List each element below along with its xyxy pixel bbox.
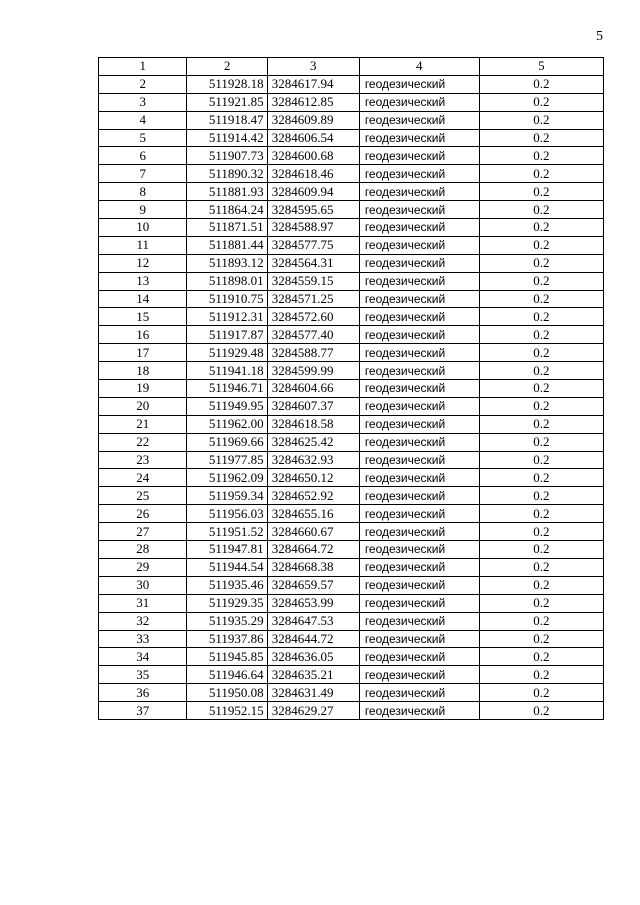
header-cell: 4 bbox=[359, 58, 479, 76]
table-row bbox=[99, 630, 604, 648]
y-coordinate-cell: 3284664.72 bbox=[267, 541, 359, 559]
x-coordinate-cell: 511952.15 bbox=[187, 702, 267, 720]
table-row bbox=[99, 523, 604, 541]
point-number-cell: 13 bbox=[99, 272, 187, 290]
y-coordinate-cell: 3284652.92 bbox=[267, 487, 359, 505]
method-cell: геодезический bbox=[359, 541, 479, 559]
point-number-cell: 20 bbox=[99, 397, 187, 415]
table-row bbox=[99, 290, 604, 308]
x-coordinate-cell: 511941.18 bbox=[187, 362, 267, 380]
method-cell: геодезический bbox=[359, 183, 479, 201]
y-coordinate-cell: 3284609.89 bbox=[267, 111, 359, 129]
y-coordinate-cell: 3284668.38 bbox=[267, 558, 359, 576]
accuracy-cell: 0.2 bbox=[479, 75, 603, 93]
accuracy-cell: 0.2 bbox=[479, 648, 603, 666]
point-number-cell: 18 bbox=[99, 362, 187, 380]
method-cell: геодезический bbox=[359, 684, 479, 702]
x-coordinate-cell: 511910.75 bbox=[187, 290, 267, 308]
x-coordinate-cell: 511956.03 bbox=[187, 505, 267, 523]
table-row bbox=[99, 684, 604, 702]
x-coordinate-cell: 511907.73 bbox=[187, 147, 267, 165]
header-cell: 3 bbox=[267, 58, 359, 76]
y-coordinate-cell: 3284604.66 bbox=[267, 380, 359, 398]
method-cell: геодезический bbox=[359, 666, 479, 684]
method-cell: геодезический bbox=[359, 469, 479, 487]
x-coordinate-cell: 511951.52 bbox=[187, 523, 267, 541]
accuracy-cell: 0.2 bbox=[479, 469, 603, 487]
table-row bbox=[99, 147, 604, 165]
table-row bbox=[99, 93, 604, 111]
table-row bbox=[99, 362, 604, 380]
point-number-cell: 16 bbox=[99, 326, 187, 344]
x-coordinate-cell: 511947.81 bbox=[187, 541, 267, 559]
accuracy-cell: 0.2 bbox=[479, 558, 603, 576]
point-number-cell: 2 bbox=[99, 75, 187, 93]
point-number-cell: 28 bbox=[99, 541, 187, 559]
point-number-cell: 25 bbox=[99, 487, 187, 505]
point-number-cell: 33 bbox=[99, 630, 187, 648]
method-cell: геодезический bbox=[359, 380, 479, 398]
x-coordinate-cell: 511917.87 bbox=[187, 326, 267, 344]
table-row bbox=[99, 254, 604, 272]
y-coordinate-cell: 3284588.77 bbox=[267, 344, 359, 362]
x-coordinate-cell: 511935.29 bbox=[187, 612, 267, 630]
table-row bbox=[99, 594, 604, 612]
accuracy-cell: 0.2 bbox=[479, 433, 603, 451]
method-cell: геодезический bbox=[359, 612, 479, 630]
point-number-cell: 26 bbox=[99, 505, 187, 523]
y-coordinate-cell: 3284625.42 bbox=[267, 433, 359, 451]
page-number: 5 bbox=[596, 29, 603, 44]
x-coordinate-cell: 511921.85 bbox=[187, 93, 267, 111]
point-number-cell: 36 bbox=[99, 684, 187, 702]
point-number-cell: 34 bbox=[99, 648, 187, 666]
method-cell: геодезический bbox=[359, 523, 479, 541]
method-cell: геодезический bbox=[359, 290, 479, 308]
x-coordinate-cell: 511929.48 bbox=[187, 344, 267, 362]
point-number-cell: 32 bbox=[99, 612, 187, 630]
y-coordinate-cell: 3284655.16 bbox=[267, 505, 359, 523]
method-cell: геодезический bbox=[359, 648, 479, 666]
method-cell: геодезический bbox=[359, 344, 479, 362]
table-row bbox=[99, 648, 604, 666]
y-coordinate-cell: 3284653.99 bbox=[267, 594, 359, 612]
table-row bbox=[99, 702, 604, 720]
accuracy-cell: 0.2 bbox=[479, 129, 603, 147]
accuracy-cell: 0.2 bbox=[479, 487, 603, 505]
method-cell: геодезический bbox=[359, 219, 479, 237]
table-body bbox=[99, 75, 604, 719]
method-cell: геодезический bbox=[359, 272, 479, 290]
accuracy-cell: 0.2 bbox=[479, 397, 603, 415]
method-cell: геодезический bbox=[359, 702, 479, 720]
y-coordinate-cell: 3284606.54 bbox=[267, 129, 359, 147]
x-coordinate-cell: 511962.00 bbox=[187, 415, 267, 433]
x-coordinate-cell: 511959.34 bbox=[187, 487, 267, 505]
point-number-cell: 30 bbox=[99, 576, 187, 594]
table-row bbox=[99, 666, 604, 684]
accuracy-cell: 0.2 bbox=[479, 612, 603, 630]
method-cell: геодезический bbox=[359, 433, 479, 451]
table-row bbox=[99, 165, 604, 183]
accuracy-cell: 0.2 bbox=[479, 93, 603, 111]
point-number-cell: 6 bbox=[99, 147, 187, 165]
y-coordinate-cell: 3284595.65 bbox=[267, 201, 359, 219]
method-cell: геодезический bbox=[359, 75, 479, 93]
point-number-cell: 19 bbox=[99, 380, 187, 398]
accuracy-cell: 0.2 bbox=[479, 362, 603, 380]
x-coordinate-cell: 511937.86 bbox=[187, 630, 267, 648]
x-coordinate-cell: 511969.66 bbox=[187, 433, 267, 451]
coordinates-table bbox=[98, 57, 604, 720]
point-number-cell: 37 bbox=[99, 702, 187, 720]
x-coordinate-cell: 511898.01 bbox=[187, 272, 267, 290]
x-coordinate-cell: 511949.95 bbox=[187, 397, 267, 415]
point-number-cell: 24 bbox=[99, 469, 187, 487]
accuracy-cell: 0.2 bbox=[479, 165, 603, 183]
table-row bbox=[99, 433, 604, 451]
accuracy-cell: 0.2 bbox=[479, 451, 603, 469]
accuracy-cell: 0.2 bbox=[479, 183, 603, 201]
y-coordinate-cell: 3284571.25 bbox=[267, 290, 359, 308]
accuracy-cell: 0.2 bbox=[479, 684, 603, 702]
accuracy-cell: 0.2 bbox=[479, 702, 603, 720]
method-cell: геодезический bbox=[359, 576, 479, 594]
point-number-cell: 10 bbox=[99, 219, 187, 237]
accuracy-cell: 0.2 bbox=[479, 505, 603, 523]
point-number-cell: 29 bbox=[99, 558, 187, 576]
point-number-cell: 9 bbox=[99, 201, 187, 219]
method-cell: геодезический bbox=[359, 111, 479, 129]
accuracy-cell: 0.2 bbox=[479, 415, 603, 433]
accuracy-cell: 0.2 bbox=[479, 630, 603, 648]
x-coordinate-cell: 511881.93 bbox=[187, 183, 267, 201]
point-number-cell: 5 bbox=[99, 129, 187, 147]
table-row bbox=[99, 469, 604, 487]
y-coordinate-cell: 3284632.93 bbox=[267, 451, 359, 469]
x-coordinate-cell: 511864.24 bbox=[187, 201, 267, 219]
point-number-cell: 4 bbox=[99, 111, 187, 129]
accuracy-cell: 0.2 bbox=[479, 147, 603, 165]
table-row bbox=[99, 111, 604, 129]
x-coordinate-cell: 511935.46 bbox=[187, 576, 267, 594]
y-coordinate-cell: 3284617.94 bbox=[267, 75, 359, 93]
accuracy-cell: 0.2 bbox=[479, 290, 603, 308]
table-row bbox=[99, 201, 604, 219]
accuracy-cell: 0.2 bbox=[479, 541, 603, 559]
accuracy-cell: 0.2 bbox=[479, 219, 603, 237]
table-row bbox=[99, 558, 604, 576]
y-coordinate-cell: 3284629.27 bbox=[267, 702, 359, 720]
method-cell: геодезический bbox=[359, 594, 479, 612]
y-coordinate-cell: 3284600.68 bbox=[267, 147, 359, 165]
accuracy-cell: 0.2 bbox=[479, 326, 603, 344]
method-cell: геодезический bbox=[359, 254, 479, 272]
y-coordinate-cell: 3284644.72 bbox=[267, 630, 359, 648]
x-coordinate-cell: 511893.12 bbox=[187, 254, 267, 272]
x-coordinate-cell: 511912.31 bbox=[187, 308, 267, 326]
point-number-cell: 3 bbox=[99, 93, 187, 111]
header-cell: 1 bbox=[99, 58, 187, 76]
method-cell: геодезический bbox=[359, 326, 479, 344]
table-row bbox=[99, 344, 604, 362]
accuracy-cell: 0.2 bbox=[479, 254, 603, 272]
header-cell: 5 bbox=[479, 58, 603, 76]
method-cell: геодезический bbox=[359, 308, 479, 326]
point-number-cell: 12 bbox=[99, 254, 187, 272]
x-coordinate-cell: 511914.42 bbox=[187, 129, 267, 147]
x-coordinate-cell: 511871.51 bbox=[187, 219, 267, 237]
method-cell: геодезический bbox=[359, 147, 479, 165]
accuracy-cell: 0.2 bbox=[479, 380, 603, 398]
table-row bbox=[99, 129, 604, 147]
method-cell: геодезический bbox=[359, 630, 479, 648]
point-number-cell: 27 bbox=[99, 523, 187, 541]
table-row bbox=[99, 505, 604, 523]
x-coordinate-cell: 511977.85 bbox=[187, 451, 267, 469]
y-coordinate-cell: 3284660.67 bbox=[267, 523, 359, 541]
accuracy-cell: 0.2 bbox=[479, 111, 603, 129]
point-number-cell: 35 bbox=[99, 666, 187, 684]
x-coordinate-cell: 511944.54 bbox=[187, 558, 267, 576]
y-coordinate-cell: 3284631.49 bbox=[267, 684, 359, 702]
method-cell: геодезический bbox=[359, 415, 479, 433]
method-cell: геодезический bbox=[359, 505, 479, 523]
method-cell: геодезический bbox=[359, 165, 479, 183]
point-number-cell: 21 bbox=[99, 415, 187, 433]
y-coordinate-cell: 3284612.85 bbox=[267, 93, 359, 111]
y-coordinate-cell: 3284577.75 bbox=[267, 236, 359, 254]
point-number-cell: 15 bbox=[99, 308, 187, 326]
y-coordinate-cell: 3284635.21 bbox=[267, 666, 359, 684]
header-cell: 2 bbox=[187, 58, 267, 76]
table-row bbox=[99, 183, 604, 201]
table-row bbox=[99, 576, 604, 594]
method-cell: геодезический bbox=[359, 558, 479, 576]
y-coordinate-cell: 3284636.05 bbox=[267, 648, 359, 666]
method-cell: геодезический bbox=[359, 362, 479, 380]
method-cell: геодезический bbox=[359, 397, 479, 415]
point-number-cell: 14 bbox=[99, 290, 187, 308]
table-row bbox=[99, 308, 604, 326]
accuracy-cell: 0.2 bbox=[479, 308, 603, 326]
point-number-cell: 22 bbox=[99, 433, 187, 451]
point-number-cell: 17 bbox=[99, 344, 187, 362]
x-coordinate-cell: 511881.44 bbox=[187, 236, 267, 254]
accuracy-cell: 0.2 bbox=[479, 236, 603, 254]
accuracy-cell: 0.2 bbox=[479, 666, 603, 684]
method-cell: геодезический bbox=[359, 129, 479, 147]
x-coordinate-cell: 511950.08 bbox=[187, 684, 267, 702]
y-coordinate-cell: 3284599.99 bbox=[267, 362, 359, 380]
table-row bbox=[99, 272, 604, 290]
y-coordinate-cell: 3284618.46 bbox=[267, 165, 359, 183]
y-coordinate-cell: 3284559.15 bbox=[267, 272, 359, 290]
table-row bbox=[99, 415, 604, 433]
point-number-cell: 7 bbox=[99, 165, 187, 183]
table-row bbox=[99, 380, 604, 398]
method-cell: геодезический bbox=[359, 236, 479, 254]
accuracy-cell: 0.2 bbox=[479, 201, 603, 219]
point-number-cell: 23 bbox=[99, 451, 187, 469]
table-header-row bbox=[99, 58, 604, 76]
x-coordinate-cell: 511945.85 bbox=[187, 648, 267, 666]
table-row bbox=[99, 326, 604, 344]
y-coordinate-cell: 3284647.53 bbox=[267, 612, 359, 630]
method-cell: геодезический bbox=[359, 451, 479, 469]
accuracy-cell: 0.2 bbox=[479, 594, 603, 612]
accuracy-cell: 0.2 bbox=[479, 523, 603, 541]
method-cell: геодезический bbox=[359, 201, 479, 219]
accuracy-cell: 0.2 bbox=[479, 272, 603, 290]
table-row bbox=[99, 236, 604, 254]
table-row bbox=[99, 451, 604, 469]
method-cell: геодезический bbox=[359, 487, 479, 505]
x-coordinate-cell: 511928.18 bbox=[187, 75, 267, 93]
point-number-cell: 11 bbox=[99, 236, 187, 254]
table-row bbox=[99, 612, 604, 630]
table-row bbox=[99, 75, 604, 93]
y-coordinate-cell: 3284564.31 bbox=[267, 254, 359, 272]
y-coordinate-cell: 3284607.37 bbox=[267, 397, 359, 415]
x-coordinate-cell: 511929.35 bbox=[187, 594, 267, 612]
x-coordinate-cell: 511946.71 bbox=[187, 380, 267, 398]
y-coordinate-cell: 3284659.57 bbox=[267, 576, 359, 594]
table-row bbox=[99, 219, 604, 237]
y-coordinate-cell: 3284618.58 bbox=[267, 415, 359, 433]
y-coordinate-cell: 3284609.94 bbox=[267, 183, 359, 201]
y-coordinate-cell: 3284577.40 bbox=[267, 326, 359, 344]
x-coordinate-cell: 511962.09 bbox=[187, 469, 267, 487]
x-coordinate-cell: 511890.32 bbox=[187, 165, 267, 183]
table-row bbox=[99, 397, 604, 415]
table-row bbox=[99, 487, 604, 505]
accuracy-cell: 0.2 bbox=[479, 344, 603, 362]
table-row bbox=[99, 541, 604, 559]
point-number-cell: 31 bbox=[99, 594, 187, 612]
method-cell: геодезический bbox=[359, 93, 479, 111]
x-coordinate-cell: 511946.64 bbox=[187, 666, 267, 684]
y-coordinate-cell: 3284650.12 bbox=[267, 469, 359, 487]
x-coordinate-cell: 511918.47 bbox=[187, 111, 267, 129]
y-coordinate-cell: 3284572.60 bbox=[267, 308, 359, 326]
accuracy-cell: 0.2 bbox=[479, 576, 603, 594]
y-coordinate-cell: 3284588.97 bbox=[267, 219, 359, 237]
point-number-cell: 8 bbox=[99, 183, 187, 201]
